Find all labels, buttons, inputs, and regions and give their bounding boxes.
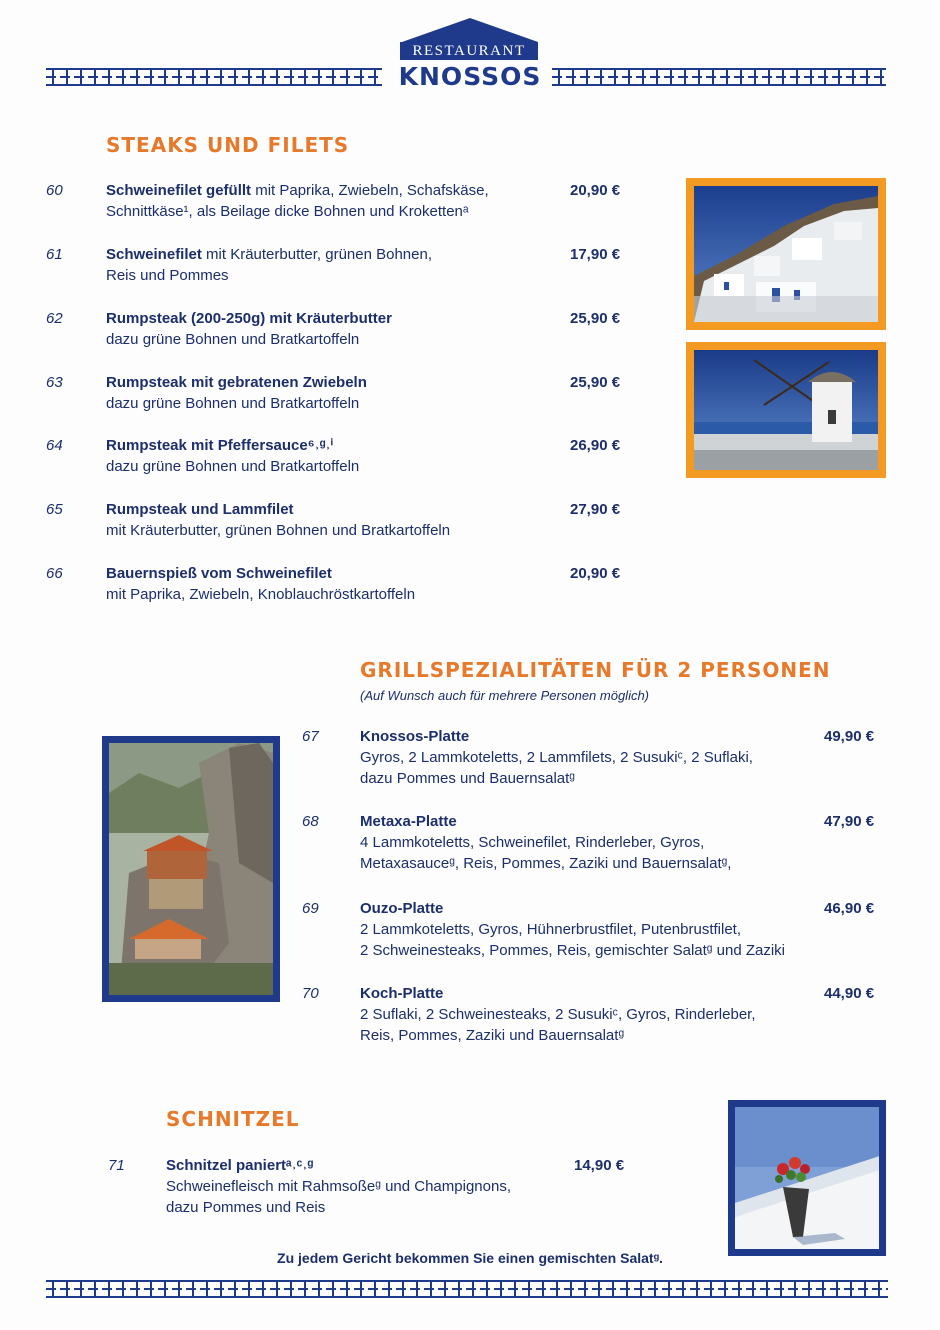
item-number: 66 <box>46 565 63 582</box>
menu-item-67 <box>302 726 892 792</box>
photo-flower-vase <box>728 1100 886 1256</box>
item-desc-line1: mit Kräuterbutter, grünen Bohnen, <box>201 246 433 263</box>
item-desc-line2: dazu grüne Bohnen und Bratkartoffeln <box>106 458 360 475</box>
menu-item-66 <box>46 563 636 607</box>
logo-name: KNOSSOS <box>398 62 542 91</box>
item-price: 25,90 € <box>570 310 621 327</box>
item-price: 14,90 € <box>574 1157 625 1174</box>
item-desc-line2: dazu Pommes und Reis <box>166 1199 326 1216</box>
item-desc-line2: Reis und Pommes <box>106 267 229 284</box>
item-desc-line2: dazu Pommes und Bauernsalatᵍ <box>360 770 575 787</box>
greek-border-bottom <box>46 1280 888 1298</box>
item-desc-line2: mit Paprika, Zwiebeln, Knoblauchröstkartoffeln <box>106 586 416 603</box>
section-title-schnitzel: SCHNITZEL <box>166 1107 300 1131</box>
menu-item-60 <box>46 180 636 224</box>
item-desc-line1: Schweinefleisch mit Rahmsoßeᵍ und Champignons, <box>166 1178 511 1195</box>
item-number: 68 <box>302 813 319 830</box>
santorini-village-image <box>694 186 878 322</box>
photo-santorini-village <box>686 178 886 330</box>
item-number: 61 <box>46 246 63 263</box>
item-price: 44,90 € <box>824 985 875 1002</box>
menu-item-62 <box>46 308 636 352</box>
logo-restaurant-label: RESTAURANT <box>400 42 538 60</box>
greek-border-top-left <box>46 68 382 86</box>
item-price: 46,90 € <box>824 900 875 917</box>
item-price: 25,90 € <box>570 374 621 391</box>
item-name: Koch-Platte <box>360 985 444 1002</box>
meteora-monastery-image <box>109 743 273 995</box>
menu-item-61 <box>46 244 636 288</box>
item-price: 17,90 € <box>570 246 621 263</box>
section-subtitle-grill: (Auf Wunsch auch für mehrere Personen möglich) <box>360 688 650 703</box>
item-name: Rumpsteak (200-250g) mit Kräuterbutter <box>106 310 392 327</box>
footer-salad-note: Zu jedem Gericht bekommen Sie einen gemischten Salatᵍ. <box>277 1250 663 1266</box>
item-name: Rumpsteak mit gebratenen Zwiebeln <box>106 374 367 391</box>
section-title-grill: GRILLSPEZIALITÄTEN FÜR 2 PERSONEN <box>360 658 831 682</box>
item-number: 65 <box>46 501 63 518</box>
item-price: 27,90 € <box>570 501 621 518</box>
item-name: Schnitzel paniertᵃ˒ᶜ˒ᵍ <box>166 1157 314 1174</box>
item-desc-line1: mit Paprika, Zwiebeln, Schafskäse, <box>251 182 489 199</box>
menu-item-65 <box>46 499 636 543</box>
item-desc-line1: 2 Suflaki, 2 Schweinesteaks, 2 Susukiᶜ, Gyros, Rinderleber, <box>360 1006 756 1023</box>
item-number: 63 <box>46 374 63 391</box>
windmill-image <box>694 350 878 470</box>
restaurant-logo <box>398 18 542 90</box>
menu-item-71 <box>108 1155 648 1221</box>
item-desc-line2: dazu grüne Bohnen und Bratkartoffeln <box>106 331 360 348</box>
item-desc-line1: Gyros, 2 Lammkoteletts, 2 Lammfilets, 2 Susukiᶜ, 2 Suflaki, <box>360 749 753 766</box>
item-desc-line2: 2 Schweinesteaks, Pommes, Reis, gemischter Salatᵍ und Zaziki <box>360 942 785 959</box>
item-price: 26,90 € <box>570 437 621 454</box>
item-desc-line1: 2 Lammkoteletts, Gyros, Hühnerbrustfilet, Putenbrustfilet, <box>360 921 741 938</box>
item-price: 20,90 € <box>570 565 621 582</box>
item-name: Metaxa-Platte <box>360 813 457 830</box>
menu-item-68 <box>302 811 892 877</box>
item-number: 69 <box>302 900 319 917</box>
item-number: 64 <box>46 437 63 454</box>
item-desc-line1: 4 Lammkoteletts, Schweinefilet, Rinderleber, Gyros, <box>360 834 705 851</box>
item-name: Knossos-Platte <box>360 728 470 745</box>
item-name: Bauernspieß vom Schweinefilet <box>106 565 332 582</box>
greek-border-top-right <box>552 68 886 86</box>
item-number: 60 <box>46 182 63 199</box>
item-name: Rumpsteak und Lammfilet <box>106 501 294 518</box>
item-number: 67 <box>302 728 319 745</box>
menu-item-64 <box>46 435 636 479</box>
item-desc-line2: Metaxasauceᵍ, Reis, Pommes, Zaziki und Bauernsalatᵍ, <box>360 855 732 872</box>
flower-vase-image <box>735 1107 879 1249</box>
photo-meteora-monastery <box>102 736 280 1002</box>
item-number: 62 <box>46 310 63 327</box>
item-number: 71 <box>108 1157 125 1174</box>
item-price: 47,90 € <box>824 813 875 830</box>
logo-roof-icon <box>402 18 538 42</box>
item-name: Ouzo-Platte <box>360 900 444 917</box>
item-price: 49,90 € <box>824 728 875 745</box>
item-number: 70 <box>302 985 319 1002</box>
menu-item-70 <box>302 983 892 1049</box>
item-desc-line2: mit Kräuterbutter, grünen Bohnen und Bratkartoffeln <box>106 522 451 539</box>
item-name: Schweinefilet <box>106 246 202 263</box>
section-title-steaks: STEAKS UND FILETS <box>106 133 350 157</box>
item-desc-line2: dazu grüne Bohnen und Bratkartoffeln <box>106 395 360 412</box>
menu-item-69 <box>302 898 892 964</box>
item-price: 20,90 € <box>570 182 621 199</box>
menu-item-63 <box>46 372 636 416</box>
item-name: Schweinefilet gefüllt <box>106 182 252 199</box>
item-desc-line2: Reis, Pommes, Zaziki und Bauernsalatᵍ <box>360 1027 625 1044</box>
item-desc-line2: Schnittkäse¹, als Beilage dicke Bohnen und Krokettenᵃ <box>106 203 469 220</box>
item-name: Rumpsteak mit Pfeffersauce⁶˒ᵍ˒ⁱ <box>106 437 334 454</box>
photo-windmill <box>686 342 886 478</box>
